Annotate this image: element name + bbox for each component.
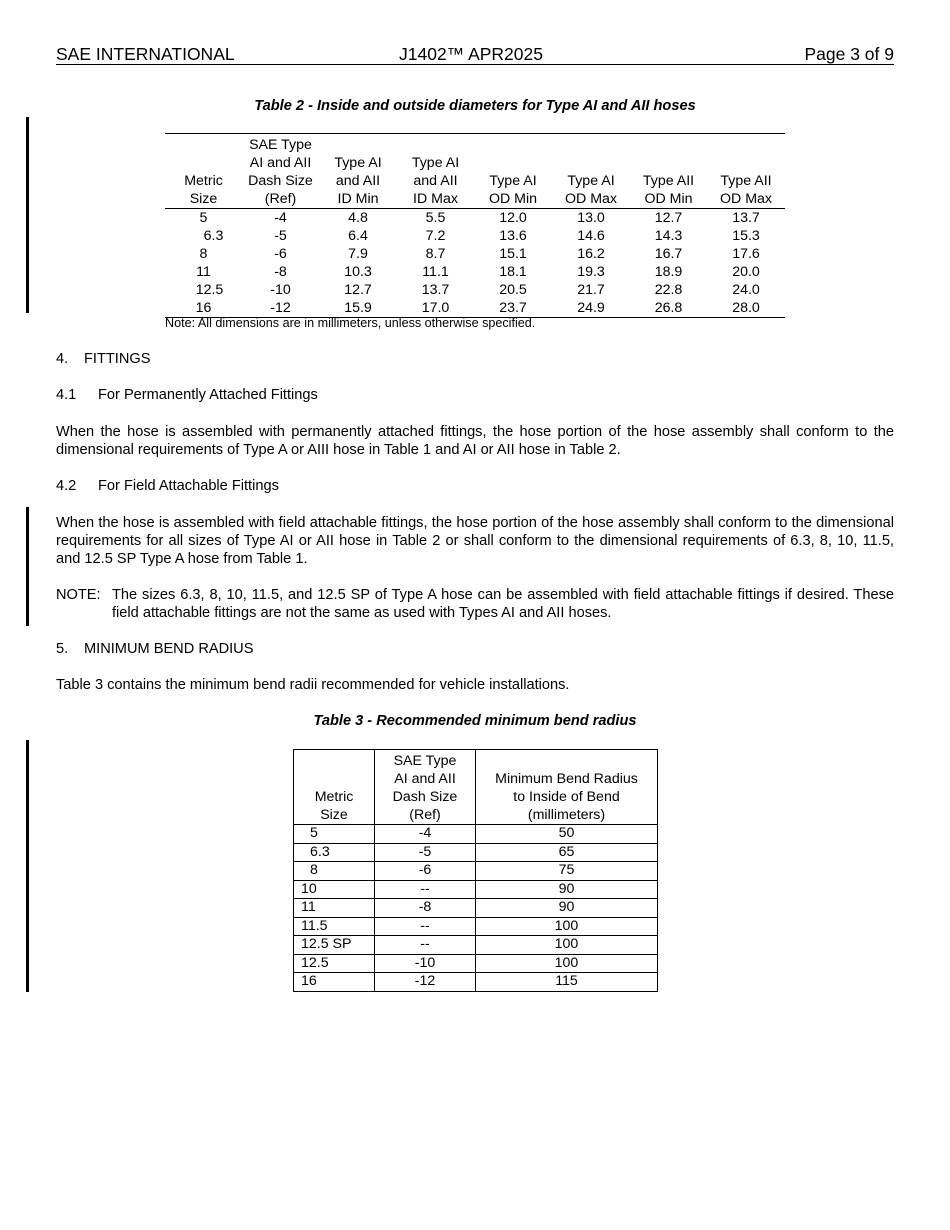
table-cell: 100 [476, 936, 658, 955]
table-cell: 7.9 [348, 246, 368, 262]
table-cell: 20.0 [732, 264, 760, 280]
section-4-1-paragraph: When the hose is assembled with permanently attached fittings, the hose portion of the hose assembly shall conform to the dimensional requirements of Type A or AIII hose in Table 1 and AI or AII hose in Table 2. [56, 424, 894, 458]
table-cell: 5.5 [425, 210, 446, 226]
table-row [294, 843, 658, 862]
table-cell: 22.8 [654, 282, 683, 298]
table-cell: -5 [375, 843, 476, 862]
table-row [165, 263, 785, 281]
table-cell: 21.7 [577, 282, 605, 298]
table-cell: 6.4 [348, 228, 368, 244]
table-cell: -4 [375, 825, 476, 844]
table2-header-cell: SAE Type AI and AII Dash Size (Ref) [242, 134, 319, 209]
table-cell: 16 [294, 973, 375, 992]
table-cell: 12.0 [499, 210, 527, 226]
table-cell: 16 [165, 299, 242, 318]
table2-header-cell: Type AI OD Max [552, 134, 630, 209]
page-header [56, 44, 894, 65]
table-row [294, 899, 658, 918]
table2-note: Note: All dimensions are in millimeters, unless otherwise specified. [165, 316, 536, 330]
table-cell: 8 [294, 862, 375, 881]
table2-header-cell: Type AI OD Min [474, 134, 552, 209]
table-cell: -8 [274, 264, 287, 280]
table-cell: 14.3 [654, 228, 683, 244]
table-cell: 16.2 [577, 246, 605, 262]
table-row [165, 245, 785, 263]
table-cell: 8 [199, 246, 208, 262]
table-cell: 18.1 [499, 264, 527, 280]
table-row [294, 973, 658, 992]
section-heading-4-1: 4.1 For Permanently Attached Fittings [56, 387, 318, 403]
table-cell: 28.0 [707, 299, 785, 318]
table-cell: 5 [294, 825, 375, 844]
table-cell: 12.7 [654, 210, 683, 226]
table-row [294, 936, 658, 955]
table-cell: 13.7 [421, 282, 450, 298]
table-cell: -- [375, 880, 476, 899]
table-cell: -10 [270, 282, 291, 298]
table-row [294, 954, 658, 973]
table-cell: 11 [196, 264, 211, 280]
table-cell: 11.1 [422, 264, 449, 280]
section-heading-5: 5. MINIMUM BEND RADIUS [56, 641, 254, 657]
table-cell: 50 [476, 825, 658, 844]
table-cell: 10 [294, 880, 375, 899]
table3-header-cell: SAE Type AI and AII Dash Size (Ref) [375, 750, 476, 825]
change-bar [26, 740, 29, 992]
table-cell: 10.3 [344, 264, 372, 280]
table-cell: 11 [294, 899, 375, 918]
table-cell: 5 [199, 210, 208, 226]
page-number: Page 3 of 9 [804, 44, 894, 64]
table2-header-cell: Metric Size [165, 134, 242, 209]
table-cell: 11.5 [294, 917, 375, 936]
table3-header-cell: Minimum Bend Radius to Inside of Bend (millimeters) [476, 750, 658, 825]
table-cell: 7.2 [425, 228, 446, 244]
table-cell: -6 [375, 862, 476, 881]
table-cell: 13.0 [577, 210, 605, 226]
note-label: NOTE: [56, 587, 101, 603]
table-row [165, 281, 785, 299]
change-bar [26, 507, 29, 626]
table2-header-cell: Type AII OD Max [707, 134, 785, 209]
table3-header-row [294, 750, 658, 825]
table-cell: 15.9 [319, 299, 397, 318]
table-cell: 12.7 [344, 282, 372, 298]
table3-caption: Table 3 - Recommended minimum bend radius [313, 713, 637, 729]
table-row [294, 862, 658, 881]
table-row [294, 917, 658, 936]
table-cell: -- [375, 917, 476, 936]
table-row [165, 209, 785, 228]
table-cell: 12.5 [294, 954, 375, 973]
table-cell: 13.6 [499, 228, 527, 244]
table-cell: -4 [274, 210, 287, 226]
table2-caption: Table 2 - Inside and outside diameters for Type AI and AII hoses [254, 98, 696, 114]
table2-header-cell: Type AII OD Min [630, 134, 707, 209]
table-cell: 90 [476, 899, 658, 918]
table3 [293, 749, 658, 992]
section-heading-4: 4. FITTINGS [56, 351, 151, 367]
table-cell: 17.0 [397, 299, 474, 318]
table2-header-cell: Type AI and AII ID Max [397, 134, 474, 209]
table-cell: 100 [476, 917, 658, 936]
note-body: The sizes 6.3, 8, 10, 11.5, and 12.5 SP of Type A hose can be assembled with field attachable fittings if desired. These field attachable fittings are not the same as used with Types AI and AII hoses. [112, 587, 894, 621]
table-cell: 15.1 [499, 246, 527, 262]
table3-header-cell: Metric Size [294, 750, 375, 825]
table-cell: 4.8 [348, 210, 368, 226]
table-cell: -8 [375, 899, 476, 918]
table-cell: 14.6 [577, 228, 605, 244]
table-cell: -6 [274, 246, 287, 262]
table-cell: 13.7 [732, 210, 760, 226]
table-row [165, 227, 785, 245]
table-cell: 15.3 [732, 228, 760, 244]
table-cell: 100 [476, 954, 658, 973]
table-cell: 26.8 [630, 299, 707, 318]
change-bar [26, 117, 29, 313]
table-cell: -12 [242, 299, 319, 318]
table-cell: 65 [476, 843, 658, 862]
table-cell: 24.0 [732, 282, 760, 298]
table-row [294, 880, 658, 899]
table-cell: 6.3 [294, 843, 375, 862]
table2 [165, 133, 785, 318]
table2-header-cell: Type AI and AII ID Min [319, 134, 397, 209]
table-cell: -- [375, 936, 476, 955]
table-cell: -10 [375, 954, 476, 973]
table-cell: 12.5 SP [294, 936, 375, 955]
section-heading-4-2: 4.2 For Field Attachable Fittings [56, 478, 279, 494]
table-cell: 24.9 [552, 299, 630, 318]
organization-name: SAE INTERNATIONAL [56, 44, 235, 64]
section-4-2-paragraph: When the hose is assembled with field attachable fittings, the hose portion of the hose assembly shall conform to the dimensional requirements for all sizes of Type AI or AII hose in Table 2 or shall conform to the dimensional requirements of 6.3, 8, 10, 11.5, and 12.5 SP Type A hose from Table 1. [56, 515, 894, 567]
table-cell: -5 [274, 228, 287, 244]
table2-header-row [165, 134, 785, 209]
table-cell: 19.3 [577, 264, 605, 280]
table-cell: 75 [476, 862, 658, 881]
table-row [165, 299, 785, 318]
table-cell: -12 [375, 973, 476, 992]
table-cell: 115 [476, 973, 658, 992]
table-cell: 23.7 [474, 299, 552, 318]
section-5-paragraph: Table 3 contains the minimum bend radii recommended for vehicle installations. [56, 677, 570, 693]
document-number: J1402™ APR2025 [399, 44, 543, 64]
table-cell: 16.7 [654, 246, 683, 262]
table-cell: 6.3 [203, 228, 224, 244]
table-cell: 17.6 [732, 246, 760, 262]
table-cell: 18.9 [654, 264, 683, 280]
table-cell: 90 [476, 880, 658, 899]
table-cell: 20.5 [499, 282, 527, 298]
table-cell: 8.7 [425, 246, 446, 262]
table-row [294, 825, 658, 844]
table-cell: 12.5 [195, 282, 224, 298]
